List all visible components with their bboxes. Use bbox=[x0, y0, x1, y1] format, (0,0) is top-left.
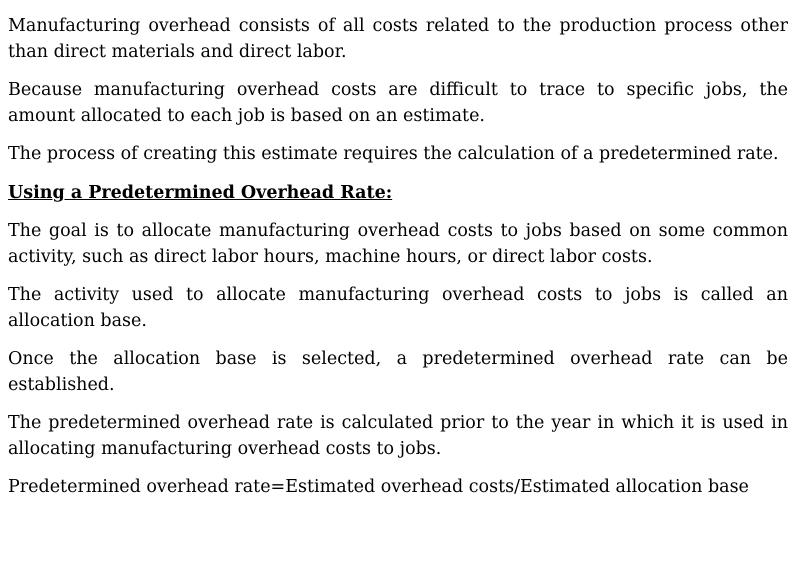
paragraph-predetermined-rate: The process of creating this estimate requires the calculation of a predetermined rate. bbox=[8, 144, 779, 164]
paragraph-rate-timing: The predetermined overhead rate is calculated prior to the year in which it is used in allocating manufacturing overhead costs to jobs. bbox=[8, 413, 788, 459]
document-body bbox=[8, 14, 788, 514]
paragraph-allocation-base: The activity used to allocate manufacturing overhead costs to jobs is called an allocation base. bbox=[8, 285, 788, 331]
section-heading: Using a Predetermined Overhead Rate: bbox=[8, 182, 393, 203]
paragraph-allocation-estimate: Because manufacturing overhead costs are difficult to trace to specific jobs, the amount allocated to each job is based on an estimate. bbox=[8, 80, 788, 126]
paragraph-overhead-definition: Manufacturing overhead consists of all costs related to the production process other than direct materials and direct labor. bbox=[8, 16, 788, 62]
paragraph-rate-established: Once the allocation base is selected, a predetermined overhead rate can be established. bbox=[8, 349, 788, 395]
paragraph-allocation-goal: The goal is to allocate manufacturing overhead costs to jobs based on some common activity, such as direct labor hours, machine hours, or direct labor costs. bbox=[8, 221, 788, 267]
paragraph-rate-formula: Predetermined overhead rate=Estimated overhead costs/Estimated allocation base bbox=[8, 477, 749, 497]
